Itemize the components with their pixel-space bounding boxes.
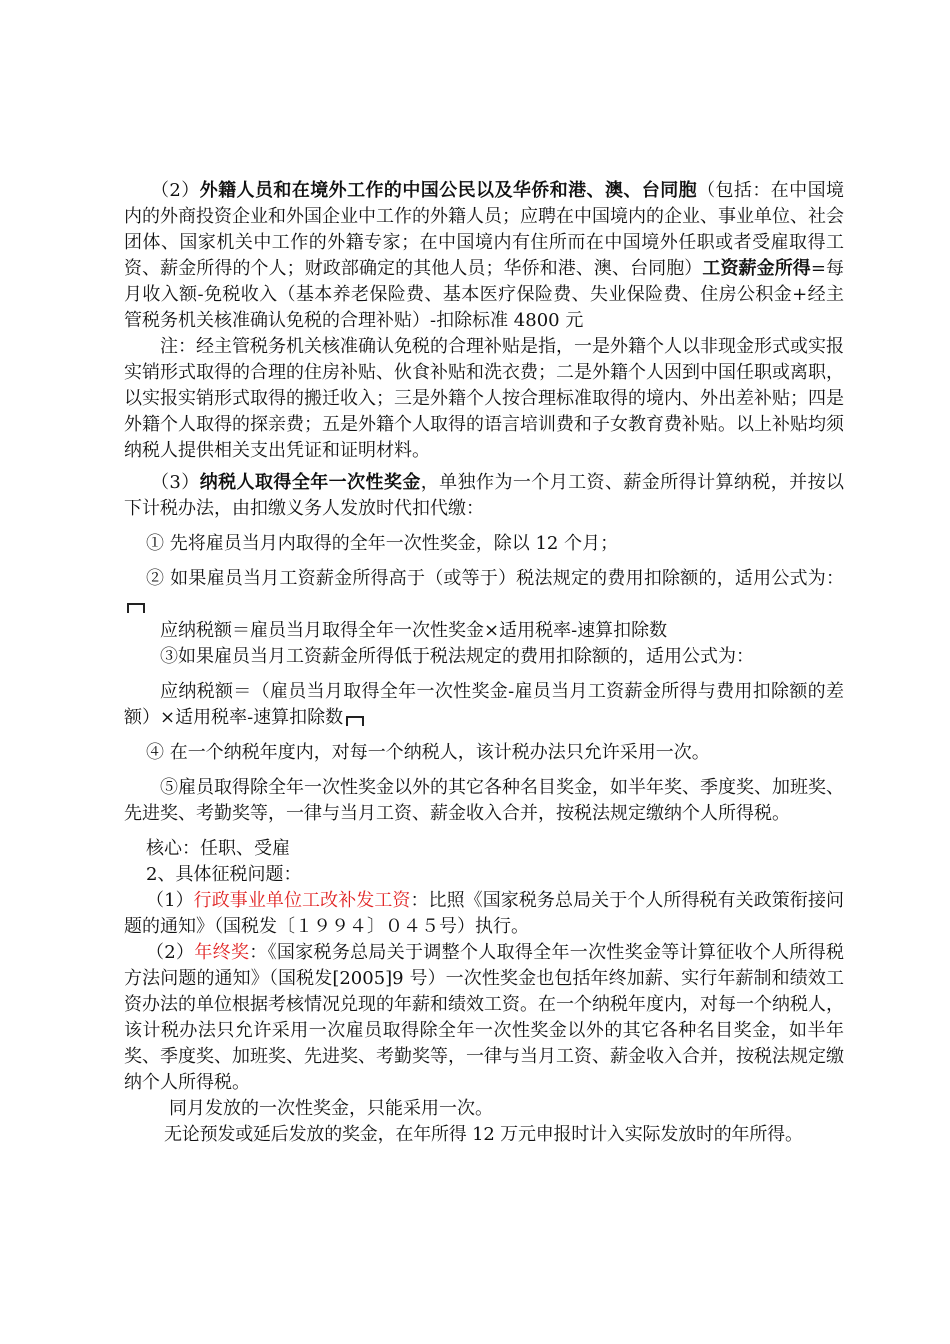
paragraph-back-pay xyxy=(124,888,844,940)
section-number: （3） xyxy=(151,472,200,493)
highlighted-term: 行政事业单位工改补发工资 xyxy=(193,890,411,911)
paragraph-note: 注：经主管税务机关核准确认免税的合理补贴是指，一是外籍个人以非现金形式或实报实销形式取得的合理的住房补贴、伙食补贴和洗衣费；二是外籍个人因到中国任职或离职，以实报实销形式取得的搬迁收入；三是外籍个人按合理标准取得的境内、外出差补贴；四是外籍个人取得的探亲费；五是外籍个人取得的语言培训费和子女教育费补贴。以上补贴均须纳税人提供相关支出凭证和证明材料。 xyxy=(124,336,844,461)
core-line: 核心：任职、受雇 xyxy=(146,838,290,859)
section-heading: 纳税人取得全年一次性奖金 xyxy=(199,472,421,493)
list-item-4: ④ 在一个纳税年度内，对每一个纳税人，该计税办法只允许采用一次。 xyxy=(146,742,710,763)
paragraph-mark-icon xyxy=(127,603,145,613)
item-number: （1） xyxy=(146,890,194,911)
paragraph-text: ，单独作为一个月工资、薪金所得计算纳税，并按以下计税办法，由扣缴义务人发放时代扣代缴： xyxy=(124,472,845,519)
section-heading: 外籍人员和在境外工作的中国公民以及华侨和港、澳、台同胞 xyxy=(199,180,698,201)
section-number: （2） xyxy=(151,180,200,201)
formula-1: 应纳税额＝雇员当月取得全年一次性奖金×适用税率-速算扣除数 xyxy=(160,620,668,641)
bold-term: 工资薪金所得 xyxy=(702,258,811,279)
paragraph-year-end-bonus xyxy=(124,940,844,1096)
document-page xyxy=(124,178,844,1148)
list-item-5: ⑤雇员取得除全年一次性奖金以外的其它各种名目奖金，如半年奖、季度奖、加班奖、先进奖、考勤奖等，一律与当月工资、薪金收入合并，按税法规定缴纳个人所得税。 xyxy=(124,777,844,824)
formula-2 xyxy=(124,679,844,731)
paragraph-annual-bonus xyxy=(124,470,844,522)
item-number: （2） xyxy=(146,942,195,963)
list-item-text: ② 如果雇员当月工资薪金所得高于（或等于）税法规定的费用扣除额的，适用公式为： xyxy=(146,568,844,589)
highlighted-term: 年终奖 xyxy=(194,942,250,963)
paragraph-text: ：比照《国家税务总局关于个人所得税有关政策衔接问题的通知》（国税发〔１９９４〕０４５号）执行。 xyxy=(124,890,845,937)
line-advance-bonus: 无论预发或延后发放的奖金，在年所得 12 万元申报时计入实际发放时的年所得。 xyxy=(164,1124,803,1145)
formula-text: 应纳税额＝（雇员当月取得全年一次性奖金-雇员当月工资薪金所得与费用扣除额的差额）×适用税率-速算扣除数 xyxy=(124,681,844,728)
paragraph-foreign-personnel xyxy=(124,178,844,334)
paragraph-text: =每月收入额-免税收入（基本养老保险费、基本医疗保险费、失业保险费、住房公积金+经主管税务机关核准确认免税的合理补贴）-扣除标准 4800 元 xyxy=(124,258,845,331)
list-item-1: ① 先将雇员当月内取得的全年一次性奖金，除以 12 个月； xyxy=(146,533,619,554)
list-item-3: ③如果雇员当月工资薪金所得低于税法规定的费用扣除额的，适用公式为： xyxy=(160,646,754,667)
paragraph-text: （包括：在中国境内的外商投资企业和外国企业中工作的外籍人员；应聘在中国境内的企业、事业单位、社会团体、国家机关中工作的外籍专家；在中国境内有住所而在中国境外任职或者受雇取得工资、薪金所得的个人；财政部确定的其他人员；华侨和港、澳、台同胞） xyxy=(124,180,845,279)
section-title-specific: 2、具体征税问题： xyxy=(146,864,302,885)
line-same-month: 同月发放的一次性奖金，只能采用一次。 xyxy=(169,1098,493,1119)
paragraph-text: ：《国家税务总局关于调整个人取得全年一次性奖金等计算征收个人所得税方法问题的通知》（国税发[2005]9 号）一次性奖金也包括年终加薪、实行年薪制和绩效工资办法的单位根据考核情况兑现的年薪和绩效工资。在一个纳税年度内，对每一个纳税人，该计税办法只允许采用一次雇员取得除全年一次性奖金以外的其它各种名目奖金，如半年奖、季度奖、加班奖、先进奖、考勤奖等，一律与当月工资、薪金收入合并，按税法规定缴纳个人所得税。 xyxy=(124,942,845,1093)
paragraph-mark-icon xyxy=(346,716,364,726)
list-item-2 xyxy=(124,566,844,618)
